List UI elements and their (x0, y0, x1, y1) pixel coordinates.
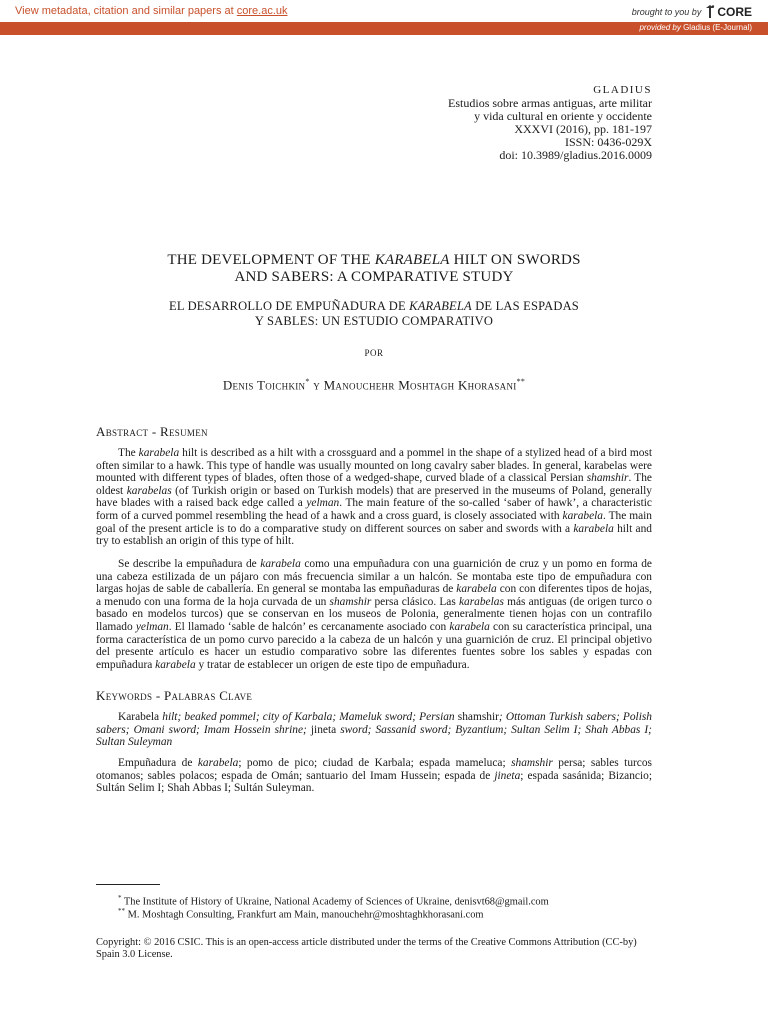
copyright-notice: Copyright: © 2016 CSIC. This is an open-access article distributed under the terms of the Creative Commons Attribution (CC-by) Spain 3.0 License. (96, 937, 637, 960)
text-run: Karabela (118, 711, 160, 723)
italic-term: shamshir (329, 595, 372, 608)
subtitle-text: EL DESARROLLO DE EMPUÑADURA DE (169, 299, 410, 313)
metadata-notice (15, 5, 288, 17)
provided-by (639, 23, 752, 32)
author-2-mark: ** (516, 377, 526, 386)
subtitle-line-1 (96, 299, 652, 314)
provided-by-label: provided by (639, 23, 681, 32)
italic-term: shamshir (586, 472, 629, 485)
italic-term: karabelas (126, 484, 172, 497)
text-run: Se describe la empuñadura de (118, 558, 261, 570)
text-run: . The main feature of the so-called ‘saber of hawk’, a characteristic form of a curved pommel resembling the head of a hawk and a cross guard, is closely associated with (96, 497, 652, 522)
core-logo-text: CORE (717, 5, 752, 19)
footnote-2-text: M. Moshtagh Consulting, Frankfurt am Main, manouchehr@moshtaghkhorasani.com (125, 909, 484, 921)
text-run: persa; sables turcos otomanos; sables polacos; espada de Omán; santuario del Imam Hussein; espada de (96, 757, 652, 782)
core-link[interactable]: core.ac.uk (236, 5, 288, 17)
metadata-text: View metadata, citation and similar papers at (15, 5, 237, 17)
text-run: . El llamado ‘sable de halcón’ es cercanamente asociado con (168, 620, 450, 633)
journal-volume: XXXVI (2016), pp. 181-197 (514, 122, 652, 136)
italic-term: yelman (135, 620, 169, 633)
text-run: ; pomo de pico; ciudad de Karbala; espada mameluca; (238, 757, 512, 769)
footnote-1-mark: * (118, 894, 122, 902)
provider-name[interactable]: Gladius (E-Journal) (683, 23, 752, 32)
provided-by-bar (0, 22, 768, 35)
por-label: POR (364, 348, 384, 358)
footnote-1-text: The Institute of History of Ukraine, National Academy of Sciences of Ukraine, denisvt68@gmail.com (121, 896, 549, 908)
footnote-2 (118, 905, 483, 921)
title-line-2: AND SABERS: A COMPARATIVE STUDY (234, 269, 514, 285)
footnote-2-mark: ** (118, 907, 125, 915)
text-run: y tratar de establecer un origen de este tipo de empuñadura. (195, 658, 470, 671)
title-line-1 (96, 252, 652, 269)
subtitle-text: DE LAS ESPADAS (471, 299, 579, 313)
abstract-heading: Abstract - Resumen (96, 424, 208, 439)
italic-term: hilt; beaked pommel; city of Karbala; Mameluk sword; Persian (159, 711, 458, 723)
title-text: THE DEVELOPMENT OF THE (167, 252, 375, 268)
author-1: Denis Toichkin (222, 377, 306, 393)
subtitle-line-2: Y SABLES: UN ESTUDIO COMPARATIVO (254, 314, 494, 328)
journal-name: GLADIUS (593, 84, 652, 96)
article-title (96, 252, 652, 286)
subtitle-italic: KARABELA (409, 299, 472, 313)
italic-term: karabela (573, 522, 614, 535)
text-run: con con diferentes tipos de hojas, a menudo con una forma de la hoja curvada de un (96, 583, 652, 608)
title-text: HILT ON SWORDS (449, 252, 581, 268)
keywords-heading: Keywords - Palabras Clave (96, 688, 253, 703)
italic-term: karabela (155, 658, 196, 671)
text-run: persa clásico. Las (371, 595, 459, 608)
italic-term: ; Ottoman Turkish sabers; Polish sabers; Omani sword; Imam Hossein shrine; (96, 711, 652, 736)
footnote-divider (96, 884, 160, 885)
text-run: jineta (310, 723, 337, 736)
italic-term: shamshir (511, 757, 553, 769)
text-run: . The main goal of the present article is to do a comparative study on different sources on saber and swords with a (96, 509, 652, 535)
abstract-spanish (96, 558, 652, 671)
italic-term: karabela (449, 620, 490, 633)
text-run: (of Turkish origin or based on Turkish models) that are preserved in the museums of Poland, generally have blades with a raised back edge called a (96, 484, 653, 510)
italic-term: karabela (456, 583, 497, 596)
text-run: más antiguas (de origen turco o basado en modelos turcos) que se conservan en los museos de Polonia, generalmente tienen hojas con un contrafilo llamado (96, 595, 653, 633)
italic-term: karabela (260, 558, 301, 570)
abstract-english (96, 447, 652, 548)
text-run: hilt is described as a hilt with a crossguard and a pommel in the shape of a stylized head of a bird most often similar to a hawk. This type of handle was usually mounted on long cavalry saber blades. In general, karabelas were mounted with different types of blades, often those of a wedged-shape, curved blade of a classical Persian (96, 447, 652, 485)
italic-term: sword; Sassanid sword; Byzantium; Sultan Selim I; Shah Abbas I; Sultan Suleyman (96, 723, 652, 749)
author-2: Manouchehr Moshtagh Khorasani (323, 377, 517, 393)
journal-doi: doi: 10.3989/gladius.2016.0009 (499, 148, 652, 162)
title-italic: KARABELA (374, 252, 450, 268)
author-1-mark: * (305, 377, 310, 386)
text-run: The (118, 447, 139, 459)
italic-term: yelman (306, 497, 340, 510)
journal-info (448, 84, 652, 162)
keywords-spanish (96, 757, 652, 795)
authors-conjunction: y (309, 377, 324, 393)
keywords-english (96, 711, 652, 749)
text-run: hilt and try to establish an origin of this type of hilt. (96, 522, 652, 548)
text-run: . The oldest (96, 472, 652, 497)
brought-to-you (632, 5, 752, 19)
article-subtitle (96, 299, 652, 329)
italic-term: jineta (494, 769, 521, 782)
text-run: como una empuñadura con una guarnición de cruz y un pomo en forma de una cabeza estilizada de un pájaro con más frecuencia similar a un halcón. Se montaba este tipo de empuñadura con largas hojas de sable de caballería. En general se montaba las empuñaduras de (96, 558, 652, 596)
text-run: Empuñadura de (118, 757, 198, 769)
journal-subtitle-2: y vida cultural en oriente y occidente (474, 109, 652, 123)
brought-text: brought to you by (631, 7, 702, 17)
journal-subtitle-1: Estudios sobre armas antiguas, arte militar (448, 96, 652, 110)
italic-term: karabela (197, 757, 239, 769)
text-run: ; espada sasánida; Bizancio; Sultán Selim I; Shah Abbas I; Sultán Suleyman. (96, 769, 652, 795)
text-run: con su característica principal, una forma característica de un pomo curvo parecido a la cabeza de un halcón y una guarnición de cruz. El principal objetivo del presente artículo es hacer un estudio comparativo sobre las diferentes fuentes sobre los sables y espadas con empuñadura (96, 620, 652, 671)
italic-term: karabela (562, 509, 604, 522)
authors (96, 377, 652, 393)
core-logo[interactable] (705, 5, 752, 19)
core-banner (0, 0, 768, 22)
italic-term: karabela (138, 447, 180, 459)
italic-term: karabelas (458, 595, 504, 608)
core-logo-icon (705, 5, 715, 19)
journal-issn: ISSN: 0436-029X (564, 135, 652, 149)
text-run: shamshir (457, 711, 499, 723)
